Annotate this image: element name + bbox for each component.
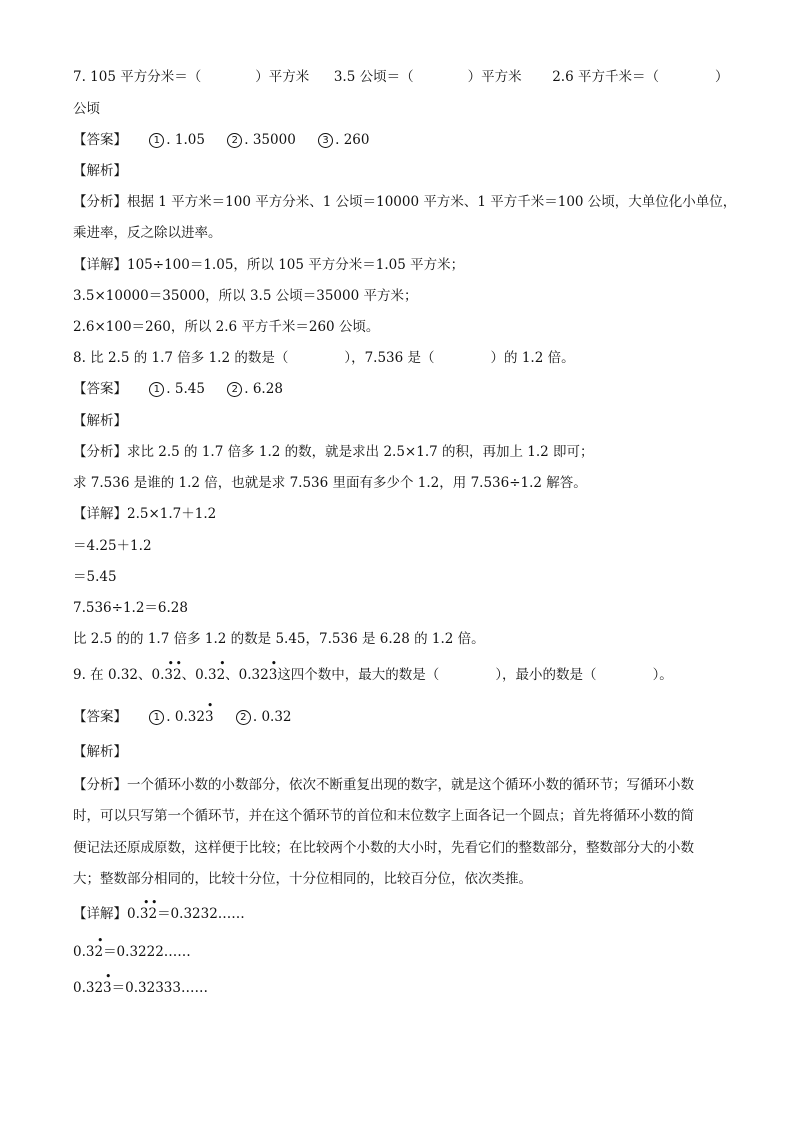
repeating-decimal: 0.32 • • — [151, 657, 183, 683]
q9-stem: 9. 在 0.32、0.32 • • 、0.32 • 、0.323 • 这四个数中，最大的数是（ ），最小的数是（ ）。 — [73, 657, 673, 683]
q7-stem-a-end: ）平方米 — [255, 69, 310, 85]
q7-answer — [73, 131, 369, 149]
repeating-decimal: 0.32 • — [73, 934, 104, 960]
repeating-decimal: 0.32 • • — [127, 896, 158, 922]
answer-option-2: 2 . 0.32 — [236, 708, 292, 726]
q7-stem — [73, 68, 728, 86]
q8-detail-3: ＝5.45 — [73, 569, 117, 585]
q7-stem-cont: 公顷 — [73, 101, 100, 117]
analysis-label: 【解析】 — [73, 413, 127, 429]
answer-label: 【答案】 — [73, 132, 127, 148]
q7-stem-b: 3.5 公顷＝（ — [333, 69, 414, 85]
q9-detail-2: 0.32 • ＝0.3222…… — [73, 934, 191, 960]
analysis-label: 【解析】 — [73, 163, 127, 179]
answer-option-1: 1 . 0.323 • — [149, 708, 213, 726]
q9-fenxi-2: 时，可以只写第一个循环节，并在这个循环节的首位和末位数字上面各记一个圆点；首先将循环小数的简 — [73, 808, 694, 824]
q7-fenxi-2: 乘进率，反之除以进率。 — [73, 225, 222, 241]
q7-fenxi-1: 【分析】根据 1 平方米＝100 平方分米、1 公顷＝10000 平方米、1 平方千米＝100 公顷，大单位化小单位， — [73, 194, 737, 210]
analysis-label: 【解析】 — [73, 744, 127, 760]
q8-fenxi-1: 【分析】求比 2.5 的 1.7 倍多 1.2 的数，就是求出 2.5×1.7 的积，再加上 1.2 即可； — [73, 444, 594, 460]
repeating-decimal: 0.323 • — [238, 657, 278, 683]
q8-fenxi-2: 求 7.536 是谁的 1.2 倍，也就是求 7.536 里面有多少个 1.2，用 7.536÷1.2 解答。 — [73, 475, 587, 491]
q9-fenxi-3: 便记法还原成原数，这样便于比较；在比较两个小数的大小时，先看它们的整数部分，整数部分大的小数 — [73, 840, 694, 856]
q7-detail-2: 3.5×10000＝35000，所以 3.5 公顷＝35000 平方米； — [73, 288, 418, 304]
q7-stem-a: 7. 105 平方分米＝（ — [73, 69, 202, 85]
answer-option-3: 3 . 260 — [318, 131, 369, 149]
q9-detail-1: 【详解】0.32 • • ＝0.3232…… — [73, 896, 245, 922]
q8-detail-2: ＝4.25＋1.2 — [73, 538, 152, 554]
answer-option-1: 1 . 5.45 — [149, 380, 205, 398]
repeating-decimal: 0.32 • — [195, 657, 226, 683]
q8-detail-5: 比 2.5 的的 1.7 倍多 1.2 的数是 5.45，7.536 是 6.28 的 1.2 倍。 — [73, 631, 485, 647]
q7-detail-1: 【详解】105÷100＝1.05，所以 105 平方分米＝1.05 平方米； — [73, 257, 465, 273]
q8-detail-4: 7.536÷1.2＝6.28 — [73, 600, 188, 616]
answer-option-2: 2 . 35000 — [227, 131, 296, 149]
q7-stem-b-end: ）平方米 — [467, 69, 522, 85]
q7-stem-c-end: ） — [714, 69, 729, 85]
q8-stem: 8. 比 2.5 的 1.7 倍多 1.2 的数是（ ），7.536 是（ ）的 1.2 倍。 — [73, 350, 575, 366]
answer-label: 【答案】 — [73, 381, 127, 397]
q8-answer — [73, 380, 283, 398]
q9-fenxi-1: 【分析】一个循环小数的小数部分，依次不断重复出现的数字，就是这个循环小数的循环节；写循环小数 — [73, 777, 694, 793]
answer-option-2: 2 . 6.28 — [227, 380, 283, 398]
q8-detail-1: 【详解】2.5×1.7＋1.2 — [73, 506, 217, 522]
q7-stem-c: 2.6 平方千米＝（ — [552, 69, 659, 85]
repeating-decimal: 0.323 • — [73, 970, 112, 996]
q9-fenxi-4: 大；整数部分相同的，比较十分位，十分位相同的，比较百分位，依次类推。 — [73, 871, 532, 887]
q7-detail-3: 2.6×100＝260，所以 2.6 平方千米＝260 公顷。 — [73, 319, 380, 335]
q9-detail-3: 0.323 • ＝0.32333…… — [73, 970, 208, 996]
q9-answer — [73, 699, 292, 726]
answer-label: 【答案】 — [73, 709, 127, 725]
answer-option-1: 1 . 1.05 — [149, 131, 205, 149]
